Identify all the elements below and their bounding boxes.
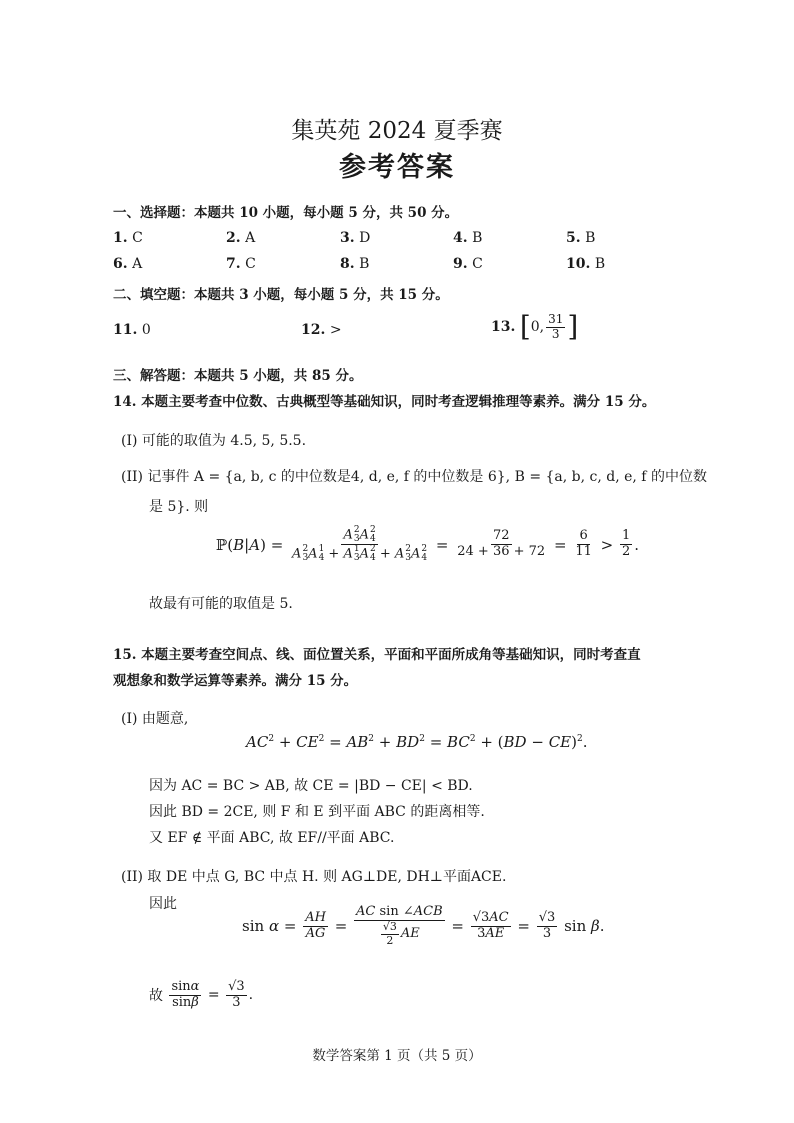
- answer-item: 8. B: [340, 256, 370, 272]
- q15-sin-equation: sin α = $\frac{AH}{AG}$ = AC sin ∠ACB $\frac{√3}{2}$ AE = $\frac{√3AC}{3AE}$ = $\frac{√3}{3}$ sin β.: [242, 904, 605, 947]
- q14-part2-line2: 是 5}. 则: [149, 499, 209, 515]
- answer-item: 4. B: [453, 230, 483, 246]
- page-footer: 数学答案第 1 页（共 5 页）: [312, 1048, 482, 1064]
- q15-line-b: 因此 BD = 2CE, 则 F 和 E 到平面 ABC 的距离相等.: [149, 804, 485, 820]
- section-heading-fill: 二、填空题：本题共 3 小题，每小题 5 分，共 15 分。: [113, 287, 449, 303]
- q14-part2-line1: (II) 记事件 A = {a, b, c 的中位数是4, d, e, f 的中位数是 6}, B = {a, b, c, d, e, f 的中位数: [121, 469, 707, 485]
- answer-item: 2. A: [226, 230, 256, 246]
- answer-item: 6. A: [113, 256, 143, 272]
- q15-heading-line2: 观想象和数学运算等素养。满分 15 分。: [113, 673, 358, 689]
- section-heading-solve: 三、解答题：本题共 5 小题，共 85 分。: [113, 368, 363, 384]
- q15-line-a: 因为 AC = BC > AB, 故 CE = |BD − CE| < BD.: [149, 778, 473, 794]
- fill-answer-13: 13. [ 0, $\frac{31}{3}$ ]: [491, 310, 579, 344]
- answer-item: 1. C: [113, 230, 143, 246]
- q15-part2-therefore: 因此: [149, 896, 177, 912]
- page-subtitle: 参考答案: [339, 152, 455, 183]
- answer-item: 9. C: [453, 256, 483, 272]
- q15-part2-intro: (II) 取 DE 中点 G, BC 中点 H. 则 AG⊥DE, DH⊥平面ACE.: [121, 869, 507, 885]
- q14-heading: 14. 本题主要考查中位数、古典概型等基础知识，同时考查逻辑推理等素养。满分 15 分。: [113, 394, 656, 410]
- answer-item: 7. C: [226, 256, 256, 272]
- q15-heading-line1: 15. 本题主要考查空间点、线、面位置关系，平面和平面所成角等基础知识，同时考查直: [113, 647, 641, 663]
- answer-item: 5. B: [566, 230, 596, 246]
- fill-answer-12: 12. >: [301, 322, 342, 338]
- q15-equation-1: $AC^2 + CE^2 = AB^2 + BD^2 = BC^2 + (BD - CE)^2$.: [246, 733, 588, 751]
- page-title: 集英苑 2024 夏季赛: [291, 118, 503, 144]
- q14-part1: (I) 可能的取值为 4.5, 5, 5.5.: [121, 433, 307, 449]
- q14-probability-equation: ℙ(B|A) = A 2 3 A 2 4 A 2 3 A 1 4 + A 1 3 A 2 4 + A 2 3 A 2 4 = $\frac{72}{24 + 36 + 72}$ = $\frac{6}{11}$ > $\frac{1}{2}$ .: [216, 525, 640, 563]
- answer-item: 3. D: [340, 230, 371, 246]
- fill-answer-11: 11. 0: [113, 322, 151, 338]
- answer-item: 10. B: [566, 256, 606, 272]
- q15-line-c: 又 EF ∉ 平面 ABC, 故 EF//平面 ABC.: [149, 830, 395, 846]
- q15-final-ratio: 故 $\frac{\sin\alpha}{\sin\beta}$ = $\frac{√3}{3}$ .: [149, 979, 254, 1010]
- section-heading-choice: 一、选择题：本题共 10 小题，每小题 5 分，共 50 分。: [113, 205, 459, 221]
- q15-part1-intro: (I) 由题意,: [121, 711, 189, 727]
- q14-conclusion: 故最有可能的取值是 5.: [149, 596, 293, 612]
